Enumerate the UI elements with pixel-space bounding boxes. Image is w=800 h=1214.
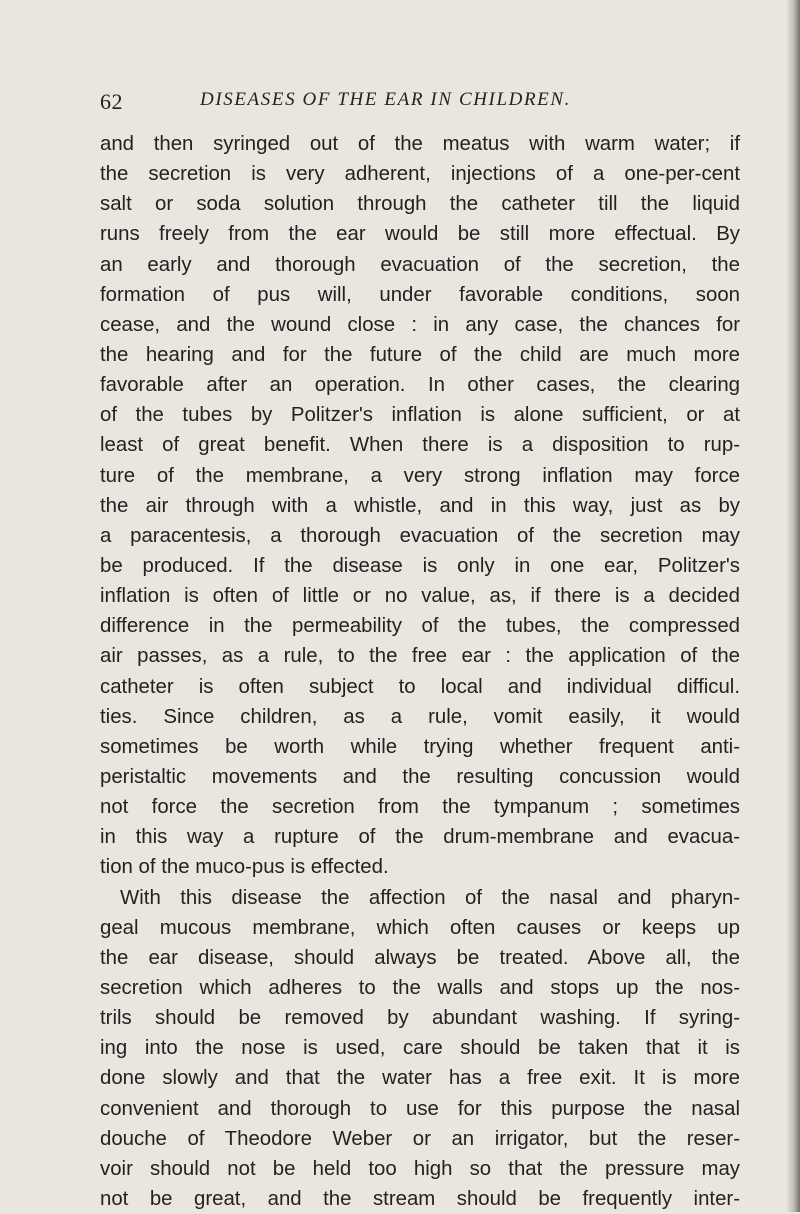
text-line: and then syringed out of the meatus with warm water; if bbox=[100, 133, 740, 155]
text-line: the hearing and for the future of the child are much more bbox=[100, 343, 740, 366]
text-line: convenient and thorough to use for this purpose the nasal bbox=[100, 1097, 740, 1120]
text-line: inflation is often of little or no value, as, if there is a decided bbox=[100, 585, 740, 608]
page-number: 62 bbox=[100, 89, 123, 114]
text-line: done slowly and that the water has a free exit. It is more bbox=[100, 1067, 740, 1090]
text-line: ties. Since children, as a rule, vomit easily, it would bbox=[100, 705, 740, 728]
text-line: a paracentesis, a thorough evacuation of the secretion may bbox=[100, 524, 740, 547]
running-head bbox=[100, 89, 740, 117]
text-line: the air through with a whistle, and in this way, just as by bbox=[100, 494, 740, 517]
body-text bbox=[100, 129, 740, 1214]
text-line: in this way a rupture of the drum-membrane and evacua- bbox=[100, 826, 740, 849]
text-line: geal mucous membrane, which often causes or keeps up bbox=[100, 916, 740, 939]
text-line: least of great benefit. When there is a disposition to rup- bbox=[100, 434, 740, 457]
text-line: trils should be removed by abundant washing. If syring- bbox=[100, 1007, 740, 1030]
text-line: voir should not be held too high so that the pressure may bbox=[100, 1157, 740, 1180]
text-line: With this disease the affection of the nasal and pharyn- bbox=[120, 886, 740, 909]
text-line: douche of Theodore Weber or an irrigator, but the reser- bbox=[100, 1127, 740, 1150]
text-line: an early and thorough evacuation of the secretion, the bbox=[100, 253, 740, 276]
text-line: tion of the muco-pus is effected. bbox=[100, 856, 389, 879]
text-line: peristaltic movements and the resulting concussion would bbox=[100, 765, 740, 788]
text-line: not force the secretion from the tympanum ; sometimes bbox=[100, 796, 740, 819]
page-edge-shadow bbox=[786, 0, 800, 1212]
text-line: the secretion is very adherent, injections of a one-per-cent bbox=[100, 163, 740, 186]
text-line: of the tubes by Politzer's inflation is alone sufficient, or at bbox=[100, 404, 740, 427]
text-line: cease, and the wound close : in any case, the chances for bbox=[100, 313, 740, 336]
text-line: salt or soda solution through the catheter till the liquid bbox=[100, 193, 740, 216]
text-line: runs freely from the ear would be still more effectual. By bbox=[100, 223, 740, 246]
text-line: favorable after an operation. In other cases, the clearing bbox=[100, 374, 740, 397]
text-line: difference in the permeability of the tubes, the compressed bbox=[100, 615, 740, 638]
text-line: secretion which adheres to the walls and stops up the nos- bbox=[100, 976, 740, 999]
text-line: be produced. If the disease is only in one ear, Politzer's bbox=[100, 554, 740, 577]
text-line: air passes, as a rule, to the free ear : the application of the bbox=[100, 645, 740, 668]
text-line: ture of the membrane, a very strong inflation may force bbox=[100, 464, 740, 487]
running-title: DISEASES OF THE EAR IN CHILDREN. bbox=[200, 89, 571, 110]
text-line: formation of pus will, under favorable conditions, soon bbox=[100, 283, 740, 306]
text-line: the ear disease, should always be treated. Above all, the bbox=[100, 946, 740, 969]
text-line: not be great, and the stream should be frequently inter- bbox=[100, 1187, 740, 1210]
text-line: ing into the nose is used, care should be taken that it is bbox=[100, 1037, 740, 1060]
text-line: sometimes be worth while trying whether frequent anti- bbox=[100, 735, 740, 758]
text-line: catheter is often subject to local and individual difficul. bbox=[100, 675, 740, 698]
